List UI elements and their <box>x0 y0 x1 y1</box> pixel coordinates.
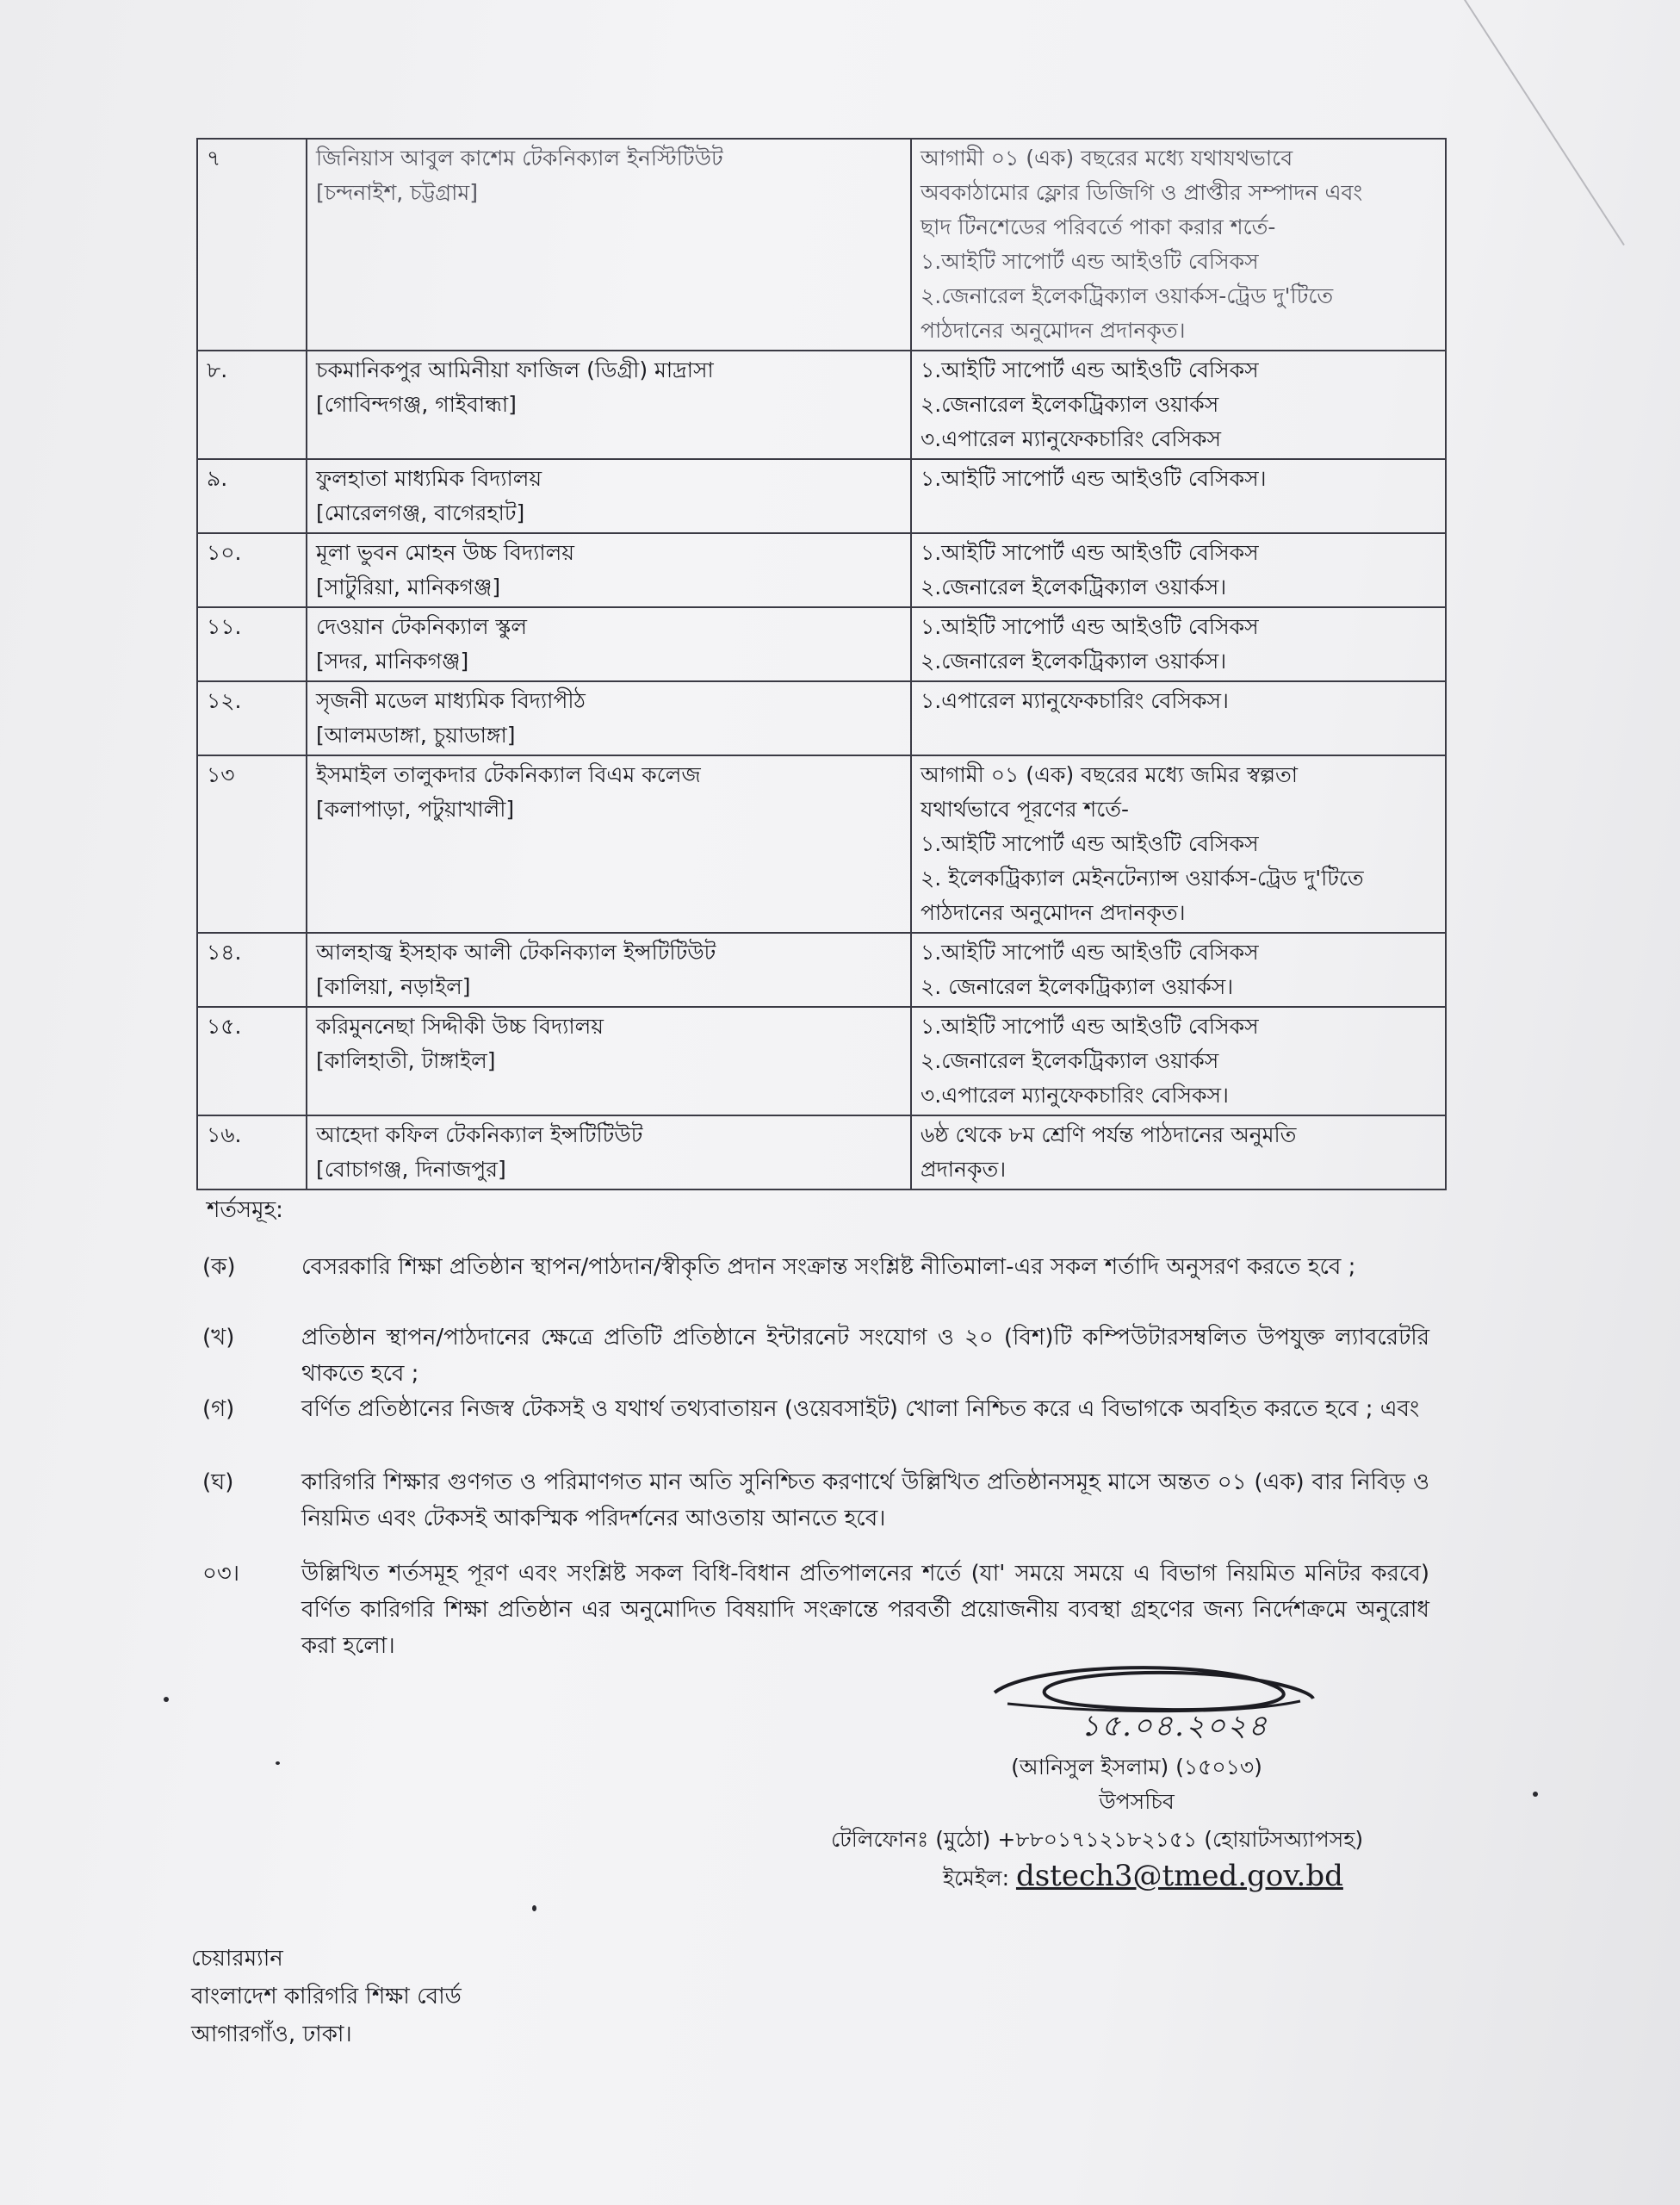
table-row <box>197 1115 1446 1189</box>
condition-mark: (ক) <box>202 1254 236 1280</box>
decision-line: ১.এপারেল ম্যানুফেকচারিং বেসিকস। <box>921 688 1229 713</box>
paper-speck <box>276 1761 280 1765</box>
addressee-block <box>191 1940 462 2053</box>
table-row <box>197 459 1446 533</box>
institution-name: আলহাজ্ব ইসহাক আলী টেকনিক্যাল ইন্সটিটিউট <box>316 940 716 965</box>
institution-cell <box>307 351 911 459</box>
serial-number-cell: ৮. <box>197 351 307 459</box>
decision-line: প্রদানকৃত। <box>921 1157 1007 1182</box>
decision-line: অবকাঠামোর ফ্লোর ডিজিগি ও প্রাপ্তীর সম্পাদন এবং <box>921 180 1363 205</box>
table-row <box>197 533 1446 607</box>
condition-mark: (ঘ) <box>202 1469 234 1495</box>
conditions-heading: শর্তসমূহ: <box>207 1197 283 1223</box>
institution-cell <box>307 755 911 933</box>
phone-label: টেলিফোনঃ (মুঠো) <box>831 1827 991 1852</box>
serial-number-cell: ১০. <box>197 533 307 607</box>
decision-line: ১.আইটি সাপোর্ট এন্ড আইওটি বেসিকস। <box>921 466 1267 491</box>
email-line <box>943 1859 1343 1898</box>
institution-name: করিমুননেছা সিদ্দীকী উচ্চ বিদ্যালয় <box>316 1014 604 1039</box>
condition-text: প্রতিষ্ঠান স্থাপন/পাঠদানের ক্ষেত্রে প্রতিটি প্রতিষ্ঠানে ইন্টারনেট সংযোগ ও ২০ (বিশ)টি কম্পিউটারসম্বলিত উপযুক্ত ল্যাবরেটরি থাকতে হবে ; <box>301 1325 1429 1387</box>
institution-location: [কলাপাড়া, পটুয়াখালী] <box>316 797 515 822</box>
decision-line: ছাদ টিনশেডের পরিবর্তে পাকা করার শর্তে- <box>921 214 1276 239</box>
institution-name: ইসমাইল তালুকদার টেকনিক্যাল বিএম কলেজ <box>316 762 701 787</box>
institution-location: [কালিয়া, নড়াইল] <box>316 974 471 999</box>
decision-cell <box>911 681 1446 755</box>
condition-text: বেসরকারি শিক্ষা প্রতিষ্ঠান স্থাপন/পাঠদান/স্বীকৃতি প্রদান সংক্রান্ত সংশ্লিষ্ট নীতিমালা-এর সকল শর্তাদি অনুসরণ করতে হবে ; <box>301 1254 1356 1280</box>
serial-number-cell: ৭ <box>197 139 307 351</box>
institution-location: [মোরেলগঞ্জ, বাগেরহাট] <box>316 500 525 525</box>
addressee-address: আগারগাঁও, ঢাকা। <box>191 2022 352 2047</box>
decision-line: ৩.এপারেল ম্যানুফেকচারিং বেসিকস। <box>921 1083 1229 1108</box>
decision-line: ১.আইটি সাপোর্ট এন্ড আইওটি বেসিকস <box>921 249 1259 274</box>
institution-cell <box>307 681 911 755</box>
institution-name: আহেদা কফিল টেকনিক্যাল ইন্সটিটিউট <box>316 1122 643 1147</box>
decision-cell <box>911 1007 1446 1115</box>
institution-table <box>196 138 1447 1190</box>
table-row <box>197 1007 1446 1115</box>
decision-cell <box>911 533 1446 607</box>
addressee-title: চেয়ারম্যান <box>191 1946 283 1972</box>
serial-number-cell: ৯. <box>197 459 307 533</box>
decision-cell <box>911 755 1446 933</box>
table-row <box>197 933 1446 1007</box>
signature-date: ১৫.০৪.২০২৪ <box>1081 1709 1269 1743</box>
decision-line: ৬ষ্ঠ থেকে ৮ম শ্রেণি পর্যন্ত পাঠদানের অনুমতি <box>921 1122 1297 1147</box>
institution-name: মূলা ভুবন মোহন উচ্চ বিদ্যালয় <box>316 540 574 565</box>
institution-location: [চন্দনাইশ, চট্টগ্রাম] <box>316 180 479 205</box>
institution-location: [বোচাগঞ্জ, দিনাজপুর] <box>316 1157 506 1182</box>
decision-cell <box>911 459 1446 533</box>
institution-cell <box>307 459 911 533</box>
signer-designation: উপসচিব <box>1099 1789 1175 1814</box>
institution-cell <box>307 1115 911 1189</box>
serial-number-cell: ১২. <box>197 681 307 755</box>
phone-line <box>831 1823 1363 1860</box>
decision-cell <box>911 139 1446 351</box>
decision-line: ১.আইটি সাপোর্ট এন্ড আইওটি বেসিকস <box>921 540 1259 565</box>
table-row <box>197 607 1446 681</box>
decision-line: ২.জেনারেল ইলেকট্রিক্যাল ওয়ার্কস <box>921 1048 1219 1073</box>
decision-cell <box>911 933 1446 1007</box>
condition-mark: (গ) <box>202 1396 235 1422</box>
decision-cell <box>911 351 1446 459</box>
serial-number-cell: ১৪. <box>197 933 307 1007</box>
institution-cell <box>307 607 911 681</box>
institution-name: দেওয়ান টেকনিক্যাল স্কুল <box>316 614 528 639</box>
decision-line: যথার্থভাবে পূরণের শর্তে- <box>921 797 1130 822</box>
institution-location: [সাটুরিয়া, মানিকগঞ্জ] <box>316 575 501 599</box>
decision-cell <box>911 1115 1446 1189</box>
decision-line: পাঠদানের অনুমোদন প্রদানকৃত। <box>921 318 1186 343</box>
decision-line: পাঠদানের অনুমোদন প্রদানকৃত। <box>921 900 1186 925</box>
table-row <box>197 681 1446 755</box>
paper-speck <box>164 1697 169 1702</box>
institution-location: [আলমডাঙ্গা, চুয়াডাঙ্গা] <box>316 723 516 748</box>
decision-line: ১.আইটি সাপোর্ট এন্ড আইওটি বেসিকস <box>921 831 1259 856</box>
institution-cell <box>307 139 911 351</box>
institution-name: জিনিয়াস আবুল কাশেম টেকনিক্যাল ইনস্টিটিউট <box>316 146 723 171</box>
institution-cell <box>307 533 911 607</box>
paper-speck <box>1533 1792 1538 1797</box>
table-row <box>197 139 1446 351</box>
condition-mark: (খ) <box>202 1325 235 1351</box>
paper-speck <box>532 1905 536 1911</box>
institution-name: চকমানিকপুর আমিনীয়া ফাজিল (ডিগ্রী) মাদ্রাসা <box>316 357 714 382</box>
decision-line: ২.জেনারেল ইলেকট্রিক্যাল ওয়ার্কস। <box>921 575 1227 599</box>
serial-number-cell: ১৫. <box>197 1007 307 1115</box>
serial-number-cell: ১১. <box>197 607 307 681</box>
institution-location: [সদর, মানিকগঞ্জ] <box>316 649 469 674</box>
decision-line: ১.আইটি সাপোর্ট এন্ড আইওটি বেসিকস <box>921 940 1259 965</box>
decision-line: ১.আইটি সাপোর্ট এন্ড আইওটি বেসিকস <box>921 614 1259 639</box>
decision-line: আগামী ০১ (এক) বছরের মধ্যে যথাযথভাবে <box>921 146 1293 171</box>
addressee-organization: বাংলাদেশ কারিগরি শিক্ষা বোর্ড <box>191 1984 462 2009</box>
signer-name: (আনিসুল ইসলাম) (১৫০১৩) <box>1011 1755 1262 1780</box>
email-label: ইমেইল: <box>943 1866 1009 1891</box>
decision-cell <box>911 607 1446 681</box>
condition-text: কারিগরি শিক্ষার গুণগত ও পরিমাণগত মান অতি সুনিশ্চিত করণার্থে উল্লিখিত প্রতিষ্ঠানসমূহ মাসে অন্তত ০১ (এক) বার নিবিড় ও নিয়মিত এবং টেকসই আকস্মিক পরিদর্শনের আওতায় আনতে হবে। <box>301 1469 1429 1531</box>
table-row <box>197 351 1446 459</box>
institution-cell <box>307 933 911 1007</box>
table-row <box>197 755 1446 933</box>
decision-line: ২. ইলেকট্রিক্যাল মেইনটেন্যান্স ওয়ার্কস-ট্রেড দু'টিতে <box>921 866 1364 891</box>
institution-location: [গোবিন্দগঞ্জ, গাইবান্ধা] <box>316 392 517 417</box>
institution-name: সৃজনী মডেল মাধ্যমিক বিদ্যাপীঠ <box>316 688 586 713</box>
phone-number: +৮৮০১৭১২১৮২১৫১ (হোয়াটসঅ্যাপসহ) <box>997 1827 1364 1852</box>
decision-line: ১.আইটি সাপোর্ট এন্ড আইওটি বেসিকস <box>921 1014 1259 1039</box>
paragraph-number: ০৩। <box>202 1561 240 1587</box>
serial-number-cell: ১৩ <box>197 755 307 933</box>
condition-text: বর্ণিত প্রতিষ্ঠানের নিজস্ব টেকসই ও যথার্থ তথ্যবাতায়ন (ওয়েবসাইট) খোলা নিশ্চিত করে এ বিভাগকে অবহিত করতে হবে ; এবং <box>301 1396 1420 1422</box>
institution-name: ফুলহাতা মাধ্যমিক বিদ্যালয় <box>316 466 542 491</box>
decision-line: ২.জেনারেল ইলেকট্রিক্যাল ওয়ার্কস <box>921 392 1219 417</box>
decision-line: ২.জেনারেল ইলেকট্রিক্যাল ওয়ার্কস-ট্রেড দু'টিতে <box>921 283 1334 308</box>
institution-cell <box>307 1007 911 1115</box>
paragraph-text: উল্লিখিত শর্তসমূহ পূরণ এবং সংশ্লিষ্ট সকল বিধি-বিধান প্রতিপালনের শর্তে (যা' সময়ে সময়ে এ বিভাগ নিয়মিত মনিটর করবে) বর্ণিত কারিগরি শিক্ষা প্রতিষ্ঠান এর অনুমোদিত বিষয়াদি সংক্রান্তে পরবর্তী প্রয়োজনীয় ব্যবস্থা গ্রহণের জন্য নির্দেশক্রমে অনুরোধ করা হলো। <box>301 1561 1429 1659</box>
decision-line: আগামী ০১ (এক) বছরের মধ্যে জমির স্বল্পতা <box>921 762 1299 787</box>
decision-line: ৩.এপারেল ম্যানুফেকচারিং বেসিকস <box>921 426 1222 451</box>
decision-line: ২.জেনারেল ইলেকট্রিক্যাল ওয়ার্কস। <box>921 649 1227 674</box>
email-link[interactable]: dstech3@tmed.gov.bd <box>1015 1859 1343 1893</box>
signer-block <box>827 1750 1447 1819</box>
decision-line: ১.আইটি সাপোর্ট এন্ড আইওটি বেসিকস <box>921 357 1259 382</box>
decision-line: ২. জেনারেল ইলেকট্রিক্যাল ওয়ার্কস। <box>921 974 1234 999</box>
serial-number-cell: ১৬. <box>197 1115 307 1189</box>
institution-location: [কালিহাতী, টাঙ্গাইল] <box>316 1048 496 1073</box>
